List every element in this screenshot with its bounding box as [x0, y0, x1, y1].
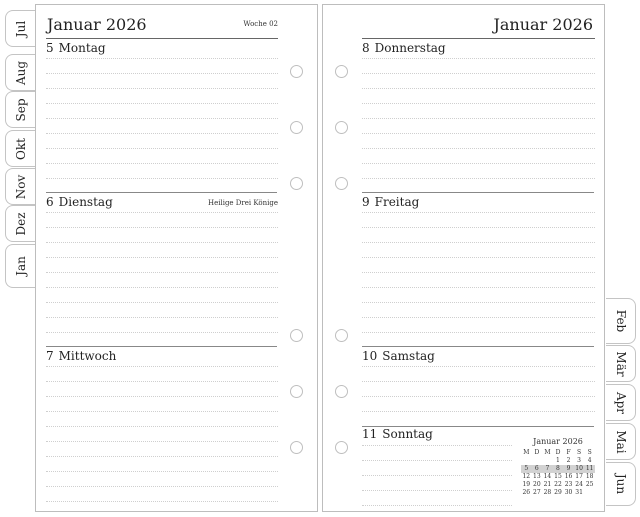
ruled-line [362, 445, 512, 446]
tab-label: Jul [13, 20, 28, 37]
calendar-day[interactable] [584, 489, 595, 497]
day-divider [46, 346, 277, 347]
ruled-line [46, 456, 278, 457]
ruled-line [46, 332, 278, 333]
ruled-line [46, 257, 278, 258]
ruled-line [362, 163, 595, 164]
day-number: 7 [46, 349, 54, 363]
calendar-day[interactable]: 3 [577, 457, 581, 464]
ruled-line [46, 272, 278, 273]
day-block-samstag[interactable] [362, 349, 595, 426]
weekday-header: M [523, 449, 530, 456]
binder-hole [290, 385, 303, 398]
binder-hole [335, 385, 348, 398]
tab-label: Sep [13, 97, 28, 122]
day-heading [362, 427, 433, 441]
ruled-line [362, 133, 595, 134]
ruled-line [46, 287, 278, 288]
tab-label: Feb [613, 309, 628, 333]
calendar-day[interactable]: 27 [533, 489, 541, 496]
day-name: Freitag [374, 195, 420, 209]
ruled-line [46, 441, 278, 442]
weekday-header: D [555, 449, 561, 456]
day-block-donnerstag[interactable] [362, 41, 595, 193]
day-block-dienstag[interactable] [46, 195, 278, 347]
tab-jul[interactable] [5, 10, 35, 47]
calendar-day[interactable]: 26 [522, 489, 531, 496]
calendar-day[interactable]: 13 [533, 473, 541, 480]
ruled-line [362, 490, 512, 491]
ruled-line [46, 381, 278, 382]
ruled-line [362, 460, 512, 461]
ruled-line [46, 212, 278, 213]
calendar-day[interactable]: 11 [585, 465, 594, 472]
binder-hole [290, 177, 303, 190]
ruled-line [362, 411, 595, 412]
ruled-line [46, 178, 278, 179]
ruled-line [362, 73, 595, 74]
ruled-line [46, 501, 278, 502]
ruled-line [46, 411, 278, 412]
left-page [35, 4, 318, 512]
ruled-line [362, 272, 595, 273]
calendar-week-row [521, 465, 595, 473]
ruled-line [46, 148, 278, 149]
day-heading [46, 41, 106, 55]
binder-hole [290, 329, 303, 342]
day-heading [362, 349, 435, 363]
ruled-line [362, 148, 595, 149]
calendar-day[interactable]: 19 [522, 481, 531, 488]
binder-hole [335, 177, 348, 190]
day-divider [362, 192, 594, 193]
ruled-line [46, 73, 278, 74]
calendar-day[interactable]: 10 [575, 465, 583, 472]
calendar-day[interactable]: 6 [532, 465, 543, 473]
tab-dez[interactable] [5, 205, 35, 242]
tab-okt[interactable] [5, 130, 35, 167]
binder-hole [335, 329, 348, 342]
day-block-montag[interactable] [46, 41, 278, 193]
ruled-line [362, 103, 595, 104]
ruled-line [46, 366, 278, 367]
tab-label: Apr [613, 391, 628, 414]
calendar-week-row [521, 457, 595, 465]
ruled-line [362, 58, 595, 59]
binder-hole [335, 441, 348, 454]
day-name: Sonntag [382, 427, 433, 441]
calendar-day[interactable] [542, 457, 553, 465]
tab-apr[interactable] [606, 384, 636, 421]
ruled-line [362, 178, 595, 179]
day-name: Dienstag [58, 195, 113, 209]
day-block-freitag[interactable] [362, 195, 595, 347]
ruled-line [46, 163, 278, 164]
calendar-day[interactable]: 9 [563, 465, 574, 473]
ruled-line [46, 88, 278, 89]
tab-jun[interactable] [606, 462, 636, 506]
ruled-line [362, 287, 595, 288]
binder-hole [290, 441, 303, 454]
day-number: 11 [362, 427, 378, 441]
binder-hole [290, 65, 303, 78]
calendar-week-row [521, 481, 595, 489]
calendar-day[interactable]: 18 [585, 473, 594, 480]
day-heading [46, 349, 116, 363]
weekday-header: F [566, 449, 571, 456]
day-heading [362, 41, 446, 55]
ruled-line [46, 426, 278, 427]
tab-label: Mai [613, 429, 628, 454]
ruled-line [362, 505, 512, 506]
day-name: Donnerstag [374, 41, 446, 55]
tab-label: Nov [13, 174, 28, 199]
right-page [322, 4, 605, 512]
ruled-line [46, 486, 278, 487]
header-rule [362, 38, 595, 39]
calendar-day[interactable]: 20 [533, 481, 541, 488]
weekday-header: M [544, 449, 551, 456]
tab-sep[interactable] [5, 91, 35, 128]
calendar-day[interactable]: 22 [554, 481, 562, 488]
ruled-line [362, 381, 595, 382]
calendar-day[interactable]: 16 [564, 473, 573, 480]
calendar-day[interactable]: 30 [564, 489, 573, 496]
day-divider [362, 346, 594, 347]
tab-label: Jan [13, 256, 28, 276]
holiday-label: Heilige Drei Könige [207, 199, 278, 207]
tab-label: Dez [13, 211, 28, 236]
calendar-week-row [521, 473, 595, 481]
ruled-line [362, 475, 512, 476]
calendar-day[interactable]: 7 [542, 465, 553, 473]
ruled-line [362, 242, 595, 243]
calendar-day[interactable]: 17 [575, 473, 583, 480]
calendar-day[interactable]: 14 [543, 473, 552, 480]
ruled-line [362, 396, 595, 397]
ruled-line [362, 227, 595, 228]
ruled-line [46, 317, 278, 318]
weekday-header: S [587, 449, 592, 456]
calendar-day[interactable]: 23 [564, 481, 573, 488]
mini-calendar-grid [521, 449, 595, 497]
calendar-day[interactable] [532, 457, 543, 465]
day-name: Montag [58, 41, 106, 55]
ruled-line [362, 88, 595, 89]
calendar-day[interactable]: 1 [556, 457, 560, 464]
ruled-line [46, 103, 278, 104]
ruled-line [362, 257, 595, 258]
day-number: 10 [362, 349, 378, 363]
ruled-line [362, 332, 595, 333]
mini-calendar [521, 437, 595, 497]
ruled-line [46, 118, 278, 119]
ruled-line [46, 242, 278, 243]
ruled-line [46, 396, 278, 397]
ruled-line [46, 471, 278, 472]
day-divider [46, 192, 277, 193]
tab-label: Okt [13, 137, 28, 160]
mini-calendar-title: Januar 2026 [533, 437, 583, 446]
calendar-day[interactable]: 31 [575, 489, 583, 496]
ruled-line [362, 317, 595, 318]
page-title: Januar 2026 [47, 15, 147, 34]
week-label: Woche 02 [243, 20, 278, 28]
calendar-day[interactable]: 29 [554, 489, 562, 496]
day-number: 5 [46, 41, 54, 55]
calendar-day[interactable]: 28 [543, 489, 552, 496]
calendar-day[interactable]: 25 [585, 481, 594, 488]
tab-aug[interactable] [5, 54, 35, 91]
tab-label: Aug [13, 60, 28, 85]
ruled-line [362, 302, 595, 303]
day-number: 9 [362, 195, 370, 209]
ruled-line [46, 58, 278, 59]
day-heading [46, 195, 113, 209]
ruled-line [46, 133, 278, 134]
tab-maer[interactable] [606, 345, 636, 382]
day-number: 8 [362, 41, 370, 55]
calendar-day[interactable] [521, 457, 532, 465]
weekday-header: D [534, 449, 540, 456]
tab-nov[interactable] [5, 168, 35, 205]
ruled-line [362, 118, 595, 119]
ruled-line [362, 212, 595, 213]
tab-feb[interactable] [606, 298, 636, 344]
calendar-day[interactable]: 12 [522, 473, 531, 480]
weekday-header: S [577, 449, 582, 456]
binder-hole [290, 121, 303, 134]
day-name: Samstag [382, 349, 435, 363]
calendar-day[interactable]: 15 [554, 473, 562, 480]
page-title: Januar 2026 [493, 15, 593, 34]
calendar-day[interactable]: 2 [566, 457, 571, 464]
binder-hole [335, 121, 348, 134]
day-block-mittwoch[interactable] [46, 349, 278, 509]
day-name: Mittwoch [58, 349, 117, 363]
calendar-day[interactable]: 8 [553, 465, 564, 473]
calendar-day[interactable]: 21 [543, 481, 552, 488]
tab-label: Jun [613, 473, 628, 495]
tab-label: Mär [613, 350, 628, 377]
day-heading [362, 195, 419, 209]
tab-jan[interactable] [5, 244, 35, 288]
calendar-day[interactable]: 4 [587, 457, 592, 464]
binder-hole [335, 65, 348, 78]
calendar-week-row [521, 489, 595, 497]
ruled-line [362, 366, 595, 367]
calendar-day[interactable]: 5 [521, 465, 532, 473]
day-number: 6 [46, 195, 54, 209]
tab-mai[interactable] [606, 423, 636, 460]
calendar-day[interactable]: 24 [575, 481, 583, 488]
header-rule [46, 38, 278, 39]
ruled-line [46, 302, 278, 303]
ruled-line [46, 227, 278, 228]
